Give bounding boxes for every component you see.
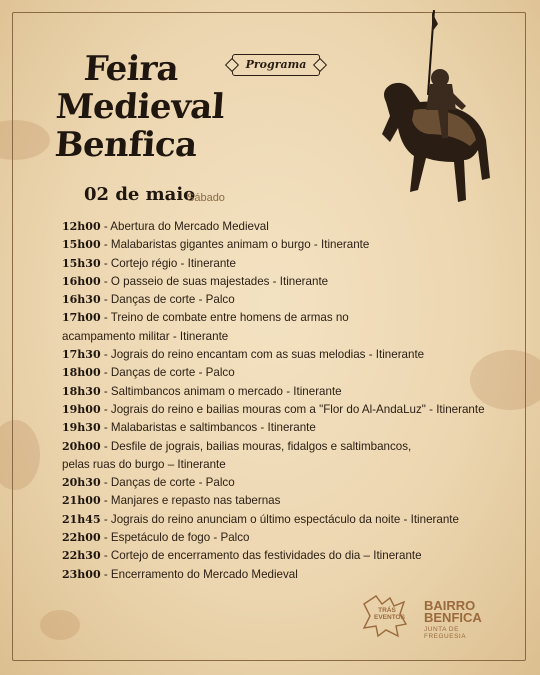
schedule-description: - Desfile de jograis, bailias mouras, fidalgos e saltimbancos, pelas ruas do burgo – Itinerante bbox=[62, 439, 412, 471]
schedule-description: - O passeio de suas majestades - Itinerante bbox=[100, 274, 329, 288]
schedule-item bbox=[62, 529, 482, 547]
schedule-time: 12h00 bbox=[62, 220, 101, 233]
schedule-item bbox=[62, 291, 482, 309]
schedule-description: - Malabaristas e saltimbancos - Itinerante bbox=[100, 421, 316, 435]
schedule-item bbox=[62, 566, 482, 584]
tras-eventos-text: TRÁS EVENTOS bbox=[374, 607, 405, 621]
benfica-text: BENFICA bbox=[424, 610, 482, 625]
schedule-description: - Malabaristas gigantes animam o burgo - Itinerante bbox=[100, 238, 370, 252]
schedule-description: - Treino de combate entre homens de armas no acampamento militar - Itinerante bbox=[62, 311, 349, 343]
junta-text: JUNTA DE FREGUESIA bbox=[424, 626, 467, 640]
schedule-time: 21h45 bbox=[62, 512, 101, 526]
schedule-item bbox=[62, 364, 482, 382]
schedule-time: 19h30 bbox=[62, 421, 101, 435]
title-line-3: Benfica bbox=[53, 125, 199, 165]
schedule-description: - Cortejo de encerramento das festividades do dia – Itinerante bbox=[100, 549, 422, 563]
schedule-item bbox=[62, 346, 482, 364]
schedule-time: 19h00 bbox=[62, 402, 101, 416]
schedule-item bbox=[62, 474, 482, 492]
schedule-description: - Saltimbancos animam o mercado - Itinerante bbox=[100, 384, 342, 398]
schedule-item bbox=[62, 218, 482, 236]
schedule-time: 16h30 bbox=[62, 293, 101, 307]
schedule-description: - Danças de corte - Palco bbox=[100, 366, 235, 380]
bairro-text: BAIRRO bbox=[424, 598, 476, 613]
schedule-time: 21h00 bbox=[62, 494, 101, 508]
schedule-description: - Jograis do reino encantam com as suas melodias - Itinerante bbox=[100, 348, 425, 362]
schedule-description: - Cortejo régio - Itinerante bbox=[100, 256, 236, 270]
event-date: 02 de maio bbox=[84, 184, 196, 205]
schedule-description: - Espetáculo de fogo - Palco bbox=[100, 531, 250, 545]
schedule-time: 18h30 bbox=[62, 384, 101, 398]
schedule-time: 17h30 bbox=[62, 348, 101, 362]
schedule-description: - Abertura do Mercado Medieval bbox=[100, 220, 269, 233]
programa-banner-icon: Programa bbox=[232, 54, 320, 76]
schedule-item bbox=[62, 401, 485, 419]
schedule-item bbox=[62, 511, 482, 529]
schedule-item bbox=[62, 273, 482, 291]
schedule-time: 17h00 bbox=[62, 311, 101, 325]
schedule-time: 15h30 bbox=[62, 256, 101, 270]
event-weekday: Sábado bbox=[187, 192, 225, 204]
schedule-item bbox=[62, 438, 422, 475]
schedule-description: - Encerramento do Mercado Medieval bbox=[100, 567, 298, 581]
schedule-time: 16h00 bbox=[62, 274, 101, 288]
schedule-item bbox=[62, 236, 482, 254]
schedule-item bbox=[62, 309, 422, 346]
schedule-description: - Danças de corte - Palco bbox=[100, 476, 235, 490]
schedule-item bbox=[62, 492, 482, 510]
schedule-time: 22h00 bbox=[62, 531, 101, 545]
schedule-item bbox=[62, 383, 482, 401]
knight-on-horse-icon bbox=[368, 10, 498, 215]
title-line-1: Feira bbox=[82, 49, 180, 89]
schedule-description: - Danças de corte - Palco bbox=[100, 293, 235, 307]
schedule-item bbox=[62, 419, 482, 437]
schedule-item bbox=[62, 255, 482, 273]
schedule-description: - Manjares e repasto nas tabernas bbox=[100, 494, 281, 508]
title-line-2: Medieval bbox=[54, 87, 226, 127]
schedule-description: - Jograis do reino anunciam o último espectáculo da noite - Itinerante bbox=[100, 512, 459, 526]
schedule-time: 20h00 bbox=[62, 439, 101, 453]
page-title bbox=[52, 49, 226, 165]
schedule-time: 22h30 bbox=[62, 549, 101, 563]
schedule-list bbox=[62, 218, 485, 584]
sponsor-logos bbox=[360, 590, 500, 640]
schedule-time: 20h30 bbox=[62, 476, 101, 490]
schedule-time: 18h00 bbox=[62, 366, 101, 380]
schedule-time: 15h00 bbox=[62, 238, 101, 252]
bairro-benfica-logo-icon bbox=[424, 600, 482, 624]
schedule-item bbox=[62, 547, 482, 565]
schedule-time: 23h00 bbox=[62, 567, 101, 581]
schedule-description: - Jograis do reino e bailias mouras com a "Flor do Al-AndaLuz" - Itinerante bbox=[100, 402, 485, 416]
